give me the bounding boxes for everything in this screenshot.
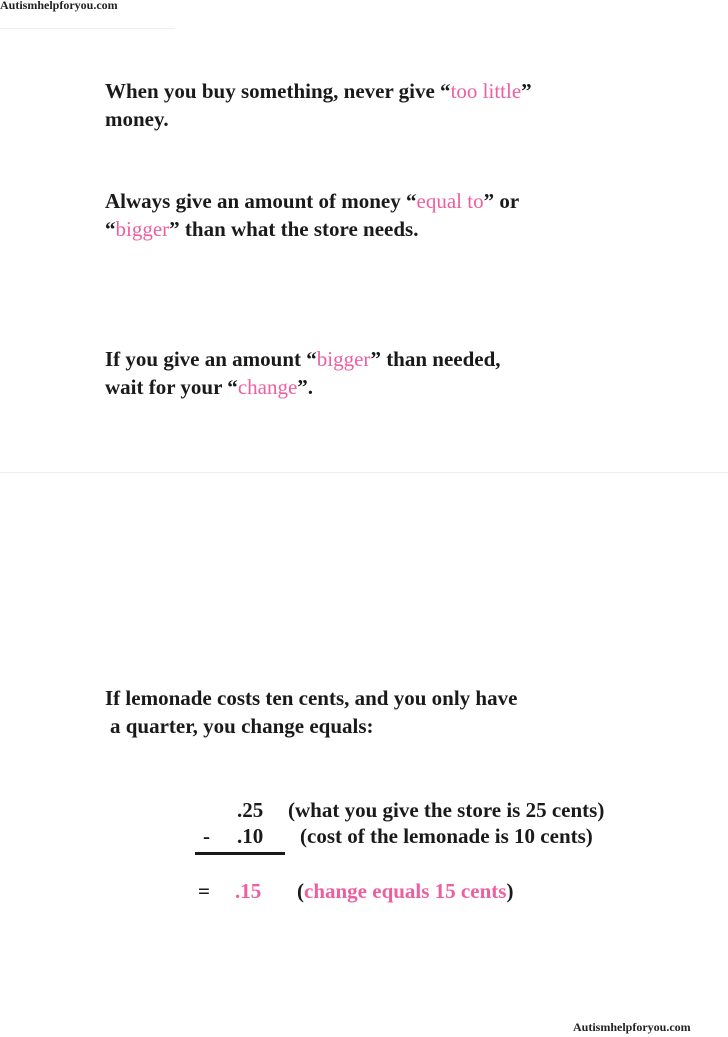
paragraph-line: a quarter, you change equals: — [110, 714, 374, 738]
text-segment: ) — [506, 879, 514, 903]
text-segment: If you give an amount “ — [105, 347, 317, 371]
calc-sum-line — [195, 852, 285, 855]
text-segment: ”. — [297, 375, 314, 399]
calc-equals-sign: = — [198, 879, 210, 903]
paragraph-equal-or-bigger — [105, 187, 519, 243]
highlight-bigger: bigger — [115, 217, 170, 241]
paragraph-lemonade-example — [105, 684, 517, 740]
text-segment: wait for your “ — [105, 375, 238, 399]
paragraph-line — [105, 187, 519, 215]
text-segment: ” than needed, — [370, 347, 501, 371]
paragraph-line — [105, 373, 501, 401]
text-segment: ” or — [483, 189, 520, 213]
paragraph-line — [105, 215, 519, 243]
highlight-change-note: change equals 15 cents — [304, 879, 507, 903]
calc-note-given: (what you give the store is 25 cents) — [288, 798, 605, 822]
highlight-change: change — [237, 375, 298, 399]
paragraph-line — [105, 345, 501, 373]
highlight-equal-to: equal to — [416, 189, 484, 213]
paragraph-too-little — [105, 77, 532, 133]
calc-note-change — [297, 877, 513, 905]
site-watermark-top: Autismhelpforyou.com — [0, 0, 118, 12]
calc-value-cost: .10 — [237, 824, 264, 848]
text-segment: “ — [105, 217, 116, 241]
calc-minus-sign: - — [203, 824, 210, 848]
calc-value-given: .25 — [237, 798, 264, 822]
paragraph-wait-for-change — [105, 345, 501, 401]
text-segment: ” — [521, 79, 532, 103]
calc-note-cost: (cost of the lemonade is 10 cents) — [300, 824, 593, 848]
top-divider — [0, 28, 175, 29]
highlight-too-little: too little — [450, 79, 522, 103]
calc-value-change — [235, 877, 261, 905]
paragraph-line — [105, 77, 532, 105]
highlight-change-value: .15 — [235, 879, 262, 903]
highlight-bigger: bigger — [316, 347, 371, 371]
page-divider — [0, 472, 728, 473]
paragraph-line: If lemonade costs ten cents, and you only have — [105, 686, 518, 710]
paragraph-line: money. — [105, 107, 169, 131]
text-segment: ( — [297, 879, 304, 903]
text-segment: When you buy something, never give “ — [105, 79, 451, 103]
site-watermark-bottom: Autismhelpforyou.com — [573, 1020, 691, 1034]
text-segment: Always give an amount of money “ — [105, 189, 417, 213]
text-segment: ” than what the store needs. — [169, 217, 419, 241]
